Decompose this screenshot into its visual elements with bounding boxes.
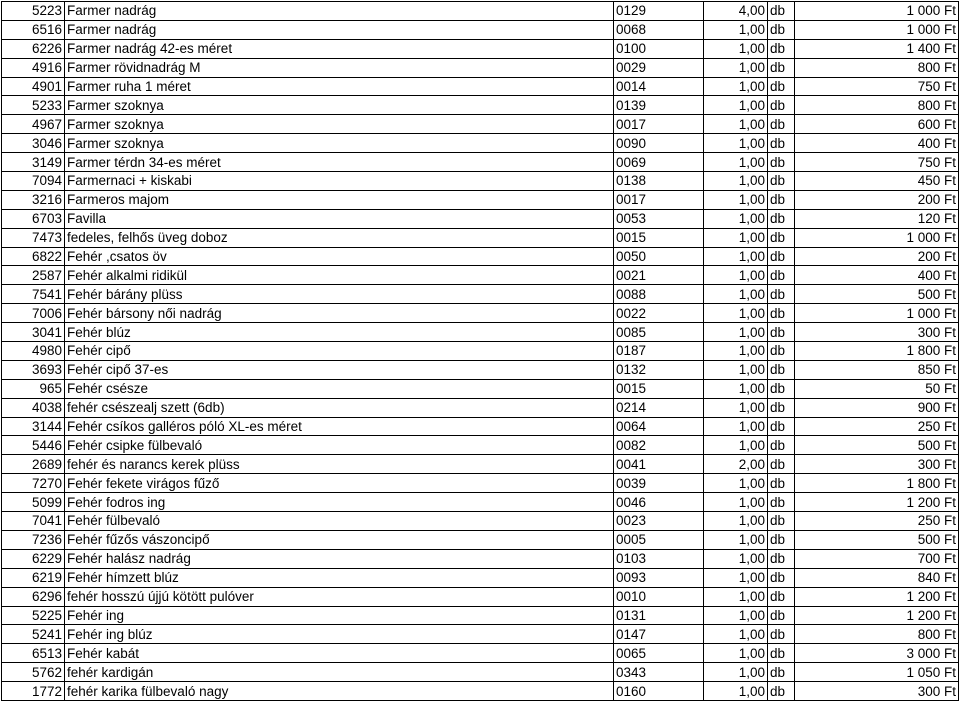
item-code-cell: 0022 bbox=[614, 304, 704, 323]
quantity-cell: 4,00 bbox=[704, 2, 768, 21]
price-cell: 3 000 Ft bbox=[795, 644, 959, 663]
table-row bbox=[2, 417, 959, 436]
table-row bbox=[2, 285, 959, 304]
unit-cell: db bbox=[768, 644, 795, 663]
table-row bbox=[2, 587, 959, 606]
item-id-cell: 3693 bbox=[2, 360, 65, 379]
item-code-cell: 0085 bbox=[614, 323, 704, 342]
table-row bbox=[2, 2, 959, 21]
price-cell: 1 000 Ft bbox=[795, 228, 959, 247]
unit-cell: db bbox=[768, 493, 795, 512]
unit-cell: db bbox=[768, 209, 795, 228]
quantity-cell: 1,00 bbox=[704, 209, 768, 228]
table-row bbox=[2, 398, 959, 417]
unit-cell: db bbox=[768, 474, 795, 493]
item-code-cell: 0010 bbox=[614, 587, 704, 606]
unit-cell: db bbox=[768, 304, 795, 323]
item-id-cell: 7041 bbox=[2, 512, 65, 531]
item-name-cell: Fehér alkalmi ridikül bbox=[65, 266, 614, 285]
item-name-cell: Fehér blúz bbox=[65, 323, 614, 342]
price-cell: 850 Ft bbox=[795, 360, 959, 379]
item-code-cell: 0064 bbox=[614, 417, 704, 436]
item-id-cell: 3149 bbox=[2, 153, 65, 172]
unit-cell: db bbox=[768, 398, 795, 417]
unit-cell: db bbox=[768, 606, 795, 625]
item-id-cell: 6229 bbox=[2, 549, 65, 568]
item-code-cell: 0014 bbox=[614, 77, 704, 96]
item-name-cell: Fehér bársony női nadrág bbox=[65, 304, 614, 323]
price-cell: 1 200 Ft bbox=[795, 493, 959, 512]
unit-cell: db bbox=[768, 96, 795, 115]
item-code-cell: 0021 bbox=[614, 266, 704, 285]
unit-cell: db bbox=[768, 625, 795, 644]
quantity-cell: 1,00 bbox=[704, 190, 768, 209]
item-code-cell: 0100 bbox=[614, 39, 704, 58]
item-name-cell: Fehér halász nadrág bbox=[65, 549, 614, 568]
unit-cell: db bbox=[768, 115, 795, 134]
unit-cell: db bbox=[768, 266, 795, 285]
unit-cell: db bbox=[768, 153, 795, 172]
item-code-cell: 0050 bbox=[614, 247, 704, 266]
item-id-cell: 7094 bbox=[2, 172, 65, 191]
table-row bbox=[2, 247, 959, 266]
item-name-cell: Farmer rövidnadrág M bbox=[65, 58, 614, 77]
item-code-cell: 0132 bbox=[614, 360, 704, 379]
item-name-cell: Farmernaci + kiskabi bbox=[65, 172, 614, 191]
price-cell: 400 Ft bbox=[795, 134, 959, 153]
price-cell: 800 Ft bbox=[795, 96, 959, 115]
unit-cell: db bbox=[768, 228, 795, 247]
item-id-cell: 5446 bbox=[2, 436, 65, 455]
unit-cell: db bbox=[768, 172, 795, 191]
table-row bbox=[2, 549, 959, 568]
item-id-cell: 6513 bbox=[2, 644, 65, 663]
item-code-cell: 0039 bbox=[614, 474, 704, 493]
price-cell: 840 Ft bbox=[795, 568, 959, 587]
unit-cell: db bbox=[768, 663, 795, 682]
item-id-cell: 1772 bbox=[2, 682, 65, 701]
unit-cell: db bbox=[768, 39, 795, 58]
item-name-cell: Farmer szoknya bbox=[65, 96, 614, 115]
price-cell: 600 Ft bbox=[795, 115, 959, 134]
table-row bbox=[2, 512, 959, 531]
unit-cell: db bbox=[768, 436, 795, 455]
item-id-cell: 4038 bbox=[2, 398, 65, 417]
table-row bbox=[2, 644, 959, 663]
item-code-cell: 0093 bbox=[614, 568, 704, 587]
item-id-cell: 7270 bbox=[2, 474, 65, 493]
item-id-cell: 5241 bbox=[2, 625, 65, 644]
quantity-cell: 1,00 bbox=[704, 493, 768, 512]
unit-cell: db bbox=[768, 379, 795, 398]
item-id-cell: 3144 bbox=[2, 417, 65, 436]
price-cell: 250 Ft bbox=[795, 417, 959, 436]
price-cell: 1 050 Ft bbox=[795, 663, 959, 682]
price-cell: 1 200 Ft bbox=[795, 587, 959, 606]
item-id-cell: 3216 bbox=[2, 190, 65, 209]
item-code-cell: 0005 bbox=[614, 530, 704, 549]
table-row bbox=[2, 682, 959, 701]
quantity-cell: 1,00 bbox=[704, 20, 768, 39]
unit-cell: db bbox=[768, 58, 795, 77]
item-code-cell: 0065 bbox=[614, 644, 704, 663]
price-cell: 1 000 Ft bbox=[795, 20, 959, 39]
item-code-cell: 0041 bbox=[614, 455, 704, 474]
item-id-cell: 3046 bbox=[2, 134, 65, 153]
table-row bbox=[2, 493, 959, 512]
item-code-cell: 0214 bbox=[614, 398, 704, 417]
unit-cell: db bbox=[768, 285, 795, 304]
price-cell: 500 Ft bbox=[795, 530, 959, 549]
price-cell: 300 Ft bbox=[795, 682, 959, 701]
quantity-cell: 2,00 bbox=[704, 455, 768, 474]
unit-cell: db bbox=[768, 77, 795, 96]
quantity-cell: 1,00 bbox=[704, 153, 768, 172]
item-name-cell: Fehér ing blúz bbox=[65, 625, 614, 644]
quantity-cell: 1,00 bbox=[704, 360, 768, 379]
price-cell: 300 Ft bbox=[795, 455, 959, 474]
unit-cell: db bbox=[768, 360, 795, 379]
item-code-cell: 0343 bbox=[614, 663, 704, 682]
table-row bbox=[2, 625, 959, 644]
price-cell: 120 Ft bbox=[795, 209, 959, 228]
item-name-cell: Fehér csíkos galléros póló XL-es méret bbox=[65, 417, 614, 436]
table-row bbox=[2, 39, 959, 58]
unit-cell: db bbox=[768, 323, 795, 342]
quantity-cell: 1,00 bbox=[704, 39, 768, 58]
price-cell: 200 Ft bbox=[795, 247, 959, 266]
price-cell: 400 Ft bbox=[795, 266, 959, 285]
unit-cell: db bbox=[768, 417, 795, 436]
item-id-cell: 6296 bbox=[2, 587, 65, 606]
table-row bbox=[2, 172, 959, 191]
quantity-cell: 1,00 bbox=[704, 417, 768, 436]
item-code-cell: 0129 bbox=[614, 2, 704, 21]
table-row bbox=[2, 190, 959, 209]
price-cell: 300 Ft bbox=[795, 323, 959, 342]
item-name-cell: Farmer szoknya bbox=[65, 115, 614, 134]
table-row bbox=[2, 455, 959, 474]
item-name-cell: Fehér fekete virágos fűző bbox=[65, 474, 614, 493]
item-id-cell: 6219 bbox=[2, 568, 65, 587]
table-row bbox=[2, 77, 959, 96]
item-name-cell: fehér karika fülbevaló nagy bbox=[65, 682, 614, 701]
quantity-cell: 1,00 bbox=[704, 342, 768, 361]
item-code-cell: 0015 bbox=[614, 379, 704, 398]
item-id-cell: 5099 bbox=[2, 493, 65, 512]
quantity-cell: 1,00 bbox=[704, 379, 768, 398]
item-code-cell: 0088 bbox=[614, 285, 704, 304]
price-cell: 1 800 Ft bbox=[795, 342, 959, 361]
item-id-cell: 4980 bbox=[2, 342, 65, 361]
item-code-cell: 0017 bbox=[614, 115, 704, 134]
quantity-cell: 1,00 bbox=[704, 285, 768, 304]
item-name-cell: Fehér kabát bbox=[65, 644, 614, 663]
table-row bbox=[2, 58, 959, 77]
unit-cell: db bbox=[768, 342, 795, 361]
item-code-cell: 0187 bbox=[614, 342, 704, 361]
unit-cell: db bbox=[768, 512, 795, 531]
item-name-cell: Farmer nadrág bbox=[65, 2, 614, 21]
item-id-cell: 5225 bbox=[2, 606, 65, 625]
item-name-cell: fehér kardigán bbox=[65, 663, 614, 682]
quantity-cell: 1,00 bbox=[704, 58, 768, 77]
unit-cell: db bbox=[768, 134, 795, 153]
item-name-cell: Fehér bárány plüss bbox=[65, 285, 614, 304]
item-name-cell: Farmer nadrág 42-es méret bbox=[65, 39, 614, 58]
table-row bbox=[2, 20, 959, 39]
item-code-cell: 0090 bbox=[614, 134, 704, 153]
item-code-cell: 0082 bbox=[614, 436, 704, 455]
item-id-cell: 6703 bbox=[2, 209, 65, 228]
price-cell: 1 000 Ft bbox=[795, 2, 959, 21]
unit-cell: db bbox=[768, 568, 795, 587]
unit-cell: db bbox=[768, 455, 795, 474]
item-code-cell: 0139 bbox=[614, 96, 704, 115]
item-code-cell: 0147 bbox=[614, 625, 704, 644]
item-code-cell: 0046 bbox=[614, 493, 704, 512]
quantity-cell: 1,00 bbox=[704, 587, 768, 606]
item-code-cell: 0015 bbox=[614, 228, 704, 247]
item-name-cell: Farmer térdn 34-es méret bbox=[65, 153, 614, 172]
quantity-cell: 1,00 bbox=[704, 530, 768, 549]
table-row bbox=[2, 153, 959, 172]
item-id-cell: 5223 bbox=[2, 2, 65, 21]
price-cell: 800 Ft bbox=[795, 625, 959, 644]
quantity-cell: 1,00 bbox=[704, 474, 768, 493]
quantity-cell: 1,00 bbox=[704, 682, 768, 701]
item-id-cell: 7006 bbox=[2, 304, 65, 323]
table-row bbox=[2, 209, 959, 228]
unit-cell: db bbox=[768, 247, 795, 266]
item-name-cell: Farmer szoknya bbox=[65, 134, 614, 153]
price-cell: 500 Ft bbox=[795, 285, 959, 304]
item-id-cell: 6516 bbox=[2, 20, 65, 39]
table-row bbox=[2, 474, 959, 493]
quantity-cell: 1,00 bbox=[704, 568, 768, 587]
unit-cell: db bbox=[768, 190, 795, 209]
item-name-cell: fehér és narancs kerek plüss bbox=[65, 455, 614, 474]
item-name-cell: Farmer nadrág bbox=[65, 20, 614, 39]
price-cell: 500 Ft bbox=[795, 436, 959, 455]
table-row bbox=[2, 115, 959, 134]
item-code-cell: 0068 bbox=[614, 20, 704, 39]
item-id-cell: 5762 bbox=[2, 663, 65, 682]
unit-cell: db bbox=[768, 20, 795, 39]
item-id-cell: 5233 bbox=[2, 96, 65, 115]
quantity-cell: 1,00 bbox=[704, 115, 768, 134]
price-cell: 200 Ft bbox=[795, 190, 959, 209]
item-name-cell: Farmer ruha 1 méret bbox=[65, 77, 614, 96]
quantity-cell: 1,00 bbox=[704, 512, 768, 531]
price-cell: 1 400 Ft bbox=[795, 39, 959, 58]
table-row bbox=[2, 304, 959, 323]
table-row bbox=[2, 96, 959, 115]
item-id-cell: 2587 bbox=[2, 266, 65, 285]
item-id-cell: 4901 bbox=[2, 77, 65, 96]
price-cell: 1 800 Ft bbox=[795, 474, 959, 493]
table-row bbox=[2, 360, 959, 379]
table-row bbox=[2, 228, 959, 247]
item-code-cell: 0017 bbox=[614, 190, 704, 209]
quantity-cell: 1,00 bbox=[704, 266, 768, 285]
item-id-cell: 6822 bbox=[2, 247, 65, 266]
item-code-cell: 0069 bbox=[614, 153, 704, 172]
quantity-cell: 1,00 bbox=[704, 606, 768, 625]
table-row bbox=[2, 530, 959, 549]
unit-cell: db bbox=[768, 530, 795, 549]
item-code-cell: 0103 bbox=[614, 549, 704, 568]
item-code-cell: 0023 bbox=[614, 512, 704, 531]
quantity-cell: 1,00 bbox=[704, 228, 768, 247]
quantity-cell: 1,00 bbox=[704, 77, 768, 96]
unit-cell: db bbox=[768, 587, 795, 606]
table-row bbox=[2, 606, 959, 625]
price-cell: 700 Ft bbox=[795, 549, 959, 568]
quantity-cell: 1,00 bbox=[704, 663, 768, 682]
item-name-cell: Fehér fűzős vászoncipő bbox=[65, 530, 614, 549]
item-code-cell: 0131 bbox=[614, 606, 704, 625]
item-name-cell: Fehér csésze bbox=[65, 379, 614, 398]
quantity-cell: 1,00 bbox=[704, 134, 768, 153]
item-name-cell: fehér hosszú újjú kötött pulóver bbox=[65, 587, 614, 606]
inventory-table-body bbox=[2, 2, 959, 701]
table-row bbox=[2, 134, 959, 153]
quantity-cell: 1,00 bbox=[704, 323, 768, 342]
table-row bbox=[2, 342, 959, 361]
unit-cell: db bbox=[768, 549, 795, 568]
item-name-cell: Fehér hímzett blúz bbox=[65, 568, 614, 587]
inventory-table bbox=[1, 1, 959, 701]
table-row bbox=[2, 266, 959, 285]
item-name-cell: fehér csészealj szett (6db) bbox=[65, 398, 614, 417]
item-id-cell: 4916 bbox=[2, 58, 65, 77]
item-code-cell: 0029 bbox=[614, 58, 704, 77]
price-cell: 250 Ft bbox=[795, 512, 959, 531]
table-row bbox=[2, 436, 959, 455]
item-name-cell: Fehér csipke fülbevaló bbox=[65, 436, 614, 455]
item-name-cell: Farmeros majom bbox=[65, 190, 614, 209]
item-id-cell: 7473 bbox=[2, 228, 65, 247]
item-name-cell: Fehér fodros ing bbox=[65, 493, 614, 512]
table-row bbox=[2, 663, 959, 682]
quantity-cell: 1,00 bbox=[704, 644, 768, 663]
item-name-cell: Fehér ing bbox=[65, 606, 614, 625]
quantity-cell: 1,00 bbox=[704, 625, 768, 644]
price-cell: 750 Ft bbox=[795, 153, 959, 172]
item-name-cell: Fehér ,csatos öv bbox=[65, 247, 614, 266]
price-cell: 450 Ft bbox=[795, 172, 959, 191]
item-name-cell: fedeles, felhős üveg doboz bbox=[65, 228, 614, 247]
item-name-cell: Fehér cipő 37-es bbox=[65, 360, 614, 379]
unit-cell: db bbox=[768, 2, 795, 21]
item-code-cell: 0053 bbox=[614, 209, 704, 228]
quantity-cell: 1,00 bbox=[704, 304, 768, 323]
item-name-cell: Favilla bbox=[65, 209, 614, 228]
price-cell: 1 200 Ft bbox=[795, 606, 959, 625]
quantity-cell: 1,00 bbox=[704, 247, 768, 266]
item-id-cell: 965 bbox=[2, 379, 65, 398]
price-cell: 1 000 Ft bbox=[795, 304, 959, 323]
item-id-cell: 3041 bbox=[2, 323, 65, 342]
quantity-cell: 1,00 bbox=[704, 398, 768, 417]
quantity-cell: 1,00 bbox=[704, 549, 768, 568]
item-id-cell: 2689 bbox=[2, 455, 65, 474]
price-cell: 800 Ft bbox=[795, 58, 959, 77]
quantity-cell: 1,00 bbox=[704, 436, 768, 455]
unit-cell: db bbox=[768, 682, 795, 701]
item-name-cell: Fehér fülbevaló bbox=[65, 512, 614, 531]
quantity-cell: 1,00 bbox=[704, 172, 768, 191]
item-name-cell: Fehér cipő bbox=[65, 342, 614, 361]
item-id-cell: 4967 bbox=[2, 115, 65, 134]
item-id-cell: 7541 bbox=[2, 285, 65, 304]
table-row bbox=[2, 379, 959, 398]
table-row bbox=[2, 323, 959, 342]
price-cell: 900 Ft bbox=[795, 398, 959, 417]
price-cell: 50 Ft bbox=[795, 379, 959, 398]
item-code-cell: 0160 bbox=[614, 682, 704, 701]
item-code-cell: 0138 bbox=[614, 172, 704, 191]
item-id-cell: 6226 bbox=[2, 39, 65, 58]
quantity-cell: 1,00 bbox=[704, 96, 768, 115]
item-id-cell: 7236 bbox=[2, 530, 65, 549]
table-row bbox=[2, 568, 959, 587]
price-cell: 750 Ft bbox=[795, 77, 959, 96]
